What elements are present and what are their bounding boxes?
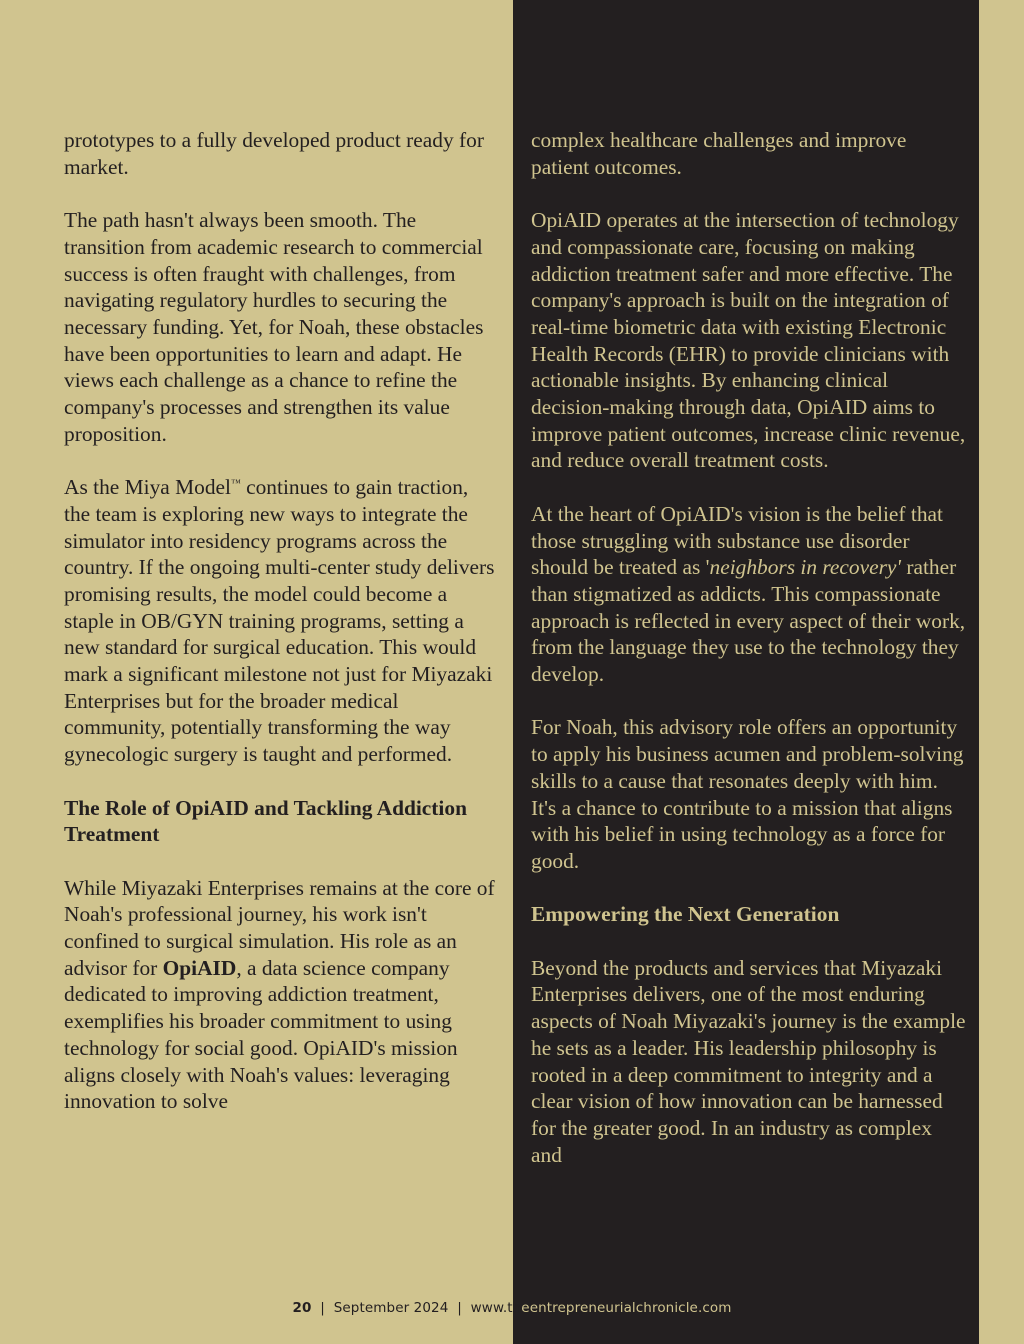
issue-date: September 2024 [333,1300,449,1316]
left-paragraph-3 [64,474,496,768]
right-column [531,127,967,1168]
page-number: 20 [292,1300,312,1316]
right-paragraph-1: complex healthcare challenges and improve patient outcomes. [531,128,907,179]
footer-separator: | [320,1300,325,1316]
right-paragraph-3-start: At the heart of OpiAID's vision is the belief that those struggling with substance use disorder should be treated as ' [531,501,943,580]
neighbors-in-recovery-italic: neighbors in recovery' [709,555,901,580]
website-url[interactable]: www.theentrepreneurialchronicle.com [470,1300,732,1316]
right-paragraph-2: OpiAID operates at the intersection of technology and compassionate care, focusing on making addiction treatment safer and more effective. The company's approach is built on the integration of real-time biometric data with existing Electronic Health Records (EHR) to provide clinicians with actionable insights. By enhancing clinical decision-making through data, OpiAID aims to improve patient outcomes, increase clinic revenue, and reduce overall treatment costs. [531,208,966,473]
left-column [64,127,496,1115]
left-paragraph-1: prototypes to a fully developed product ready for market. [64,128,484,179]
footer-separator: | [457,1300,462,1316]
page-footer [0,1300,1024,1316]
trademark-symbol: ™ [230,478,241,490]
left-paragraph-4 [64,875,496,1115]
opiaid-bold: OpiAID [162,955,237,980]
right-paragraph-3-rest: rather than stigmatized as addicts. This compassionate approach is reflected in every aspect of their work, from the language they use to the technology they develop. [531,555,966,687]
right-paragraph-5: Beyond the products and services that Miyazaki Enterprises delivers, one of the most enduring aspects of Noah Miyazaki's journey is the example he sets as a leader. His leadership philosophy is rooted in a deep commitment to integrity and a clear vision of how innovation can be harnessed for the greater good. In an industry as complex and [531,955,966,1167]
section-heading-opiaid: The Role of OpiAID and Tackling Addiction Treatment [64,795,467,847]
section-heading-next-generation: Empowering the Next Generation [531,902,840,927]
left-paragraph-3-rest: continues to gain traction, the team is exploring new ways to integrate the simulator into residency programs across the country. If the ongoing multi-center study delivers promising results, the model could become a staple in OB/GYN training programs, setting a new standard for surgical education. This would mark a significant milestone not just for Miyazaki Enterprises but for the broader medical community, potentially transforming the way gynecologic surgery is taught and performed. [64,475,495,767]
right-paragraph-3 [531,501,967,688]
left-paragraph-2: The path hasn't always been smooth. The transition from academic research to commercial success is often fraught with challenges, from navigating regulatory hurdles to securing the necessary funding. Yet, for Noah, these obstacles have been opportunities to learn and adapt. He views each challenge as a chance to refine the company's processes and strengthen its value proposition. [64,208,484,446]
left-paragraph-4-rest: , a data science company dedicated to improving addiction treatment, exemplifies his broader commitment to using technology for social good. OpiAID's mission aligns closely with Noah's values: leveraging innovation to solve [64,955,458,1114]
right-paragraph-4: For Noah, this advisory role offers an opportunity to apply his business acumen and problem-solving skills to a cause that resonates deeply with him. It's a chance to contribute to a mission that aligns with his belief in using technology as a force for good. [531,715,964,873]
miya-model-text: As the Miya Model [64,475,231,500]
left-paragraph-4-start: While Miyazaki Enterprises remains at the core of Noah's professional journey, his work isn't confined to surgical simulation. His role as an advisor for [64,875,495,980]
